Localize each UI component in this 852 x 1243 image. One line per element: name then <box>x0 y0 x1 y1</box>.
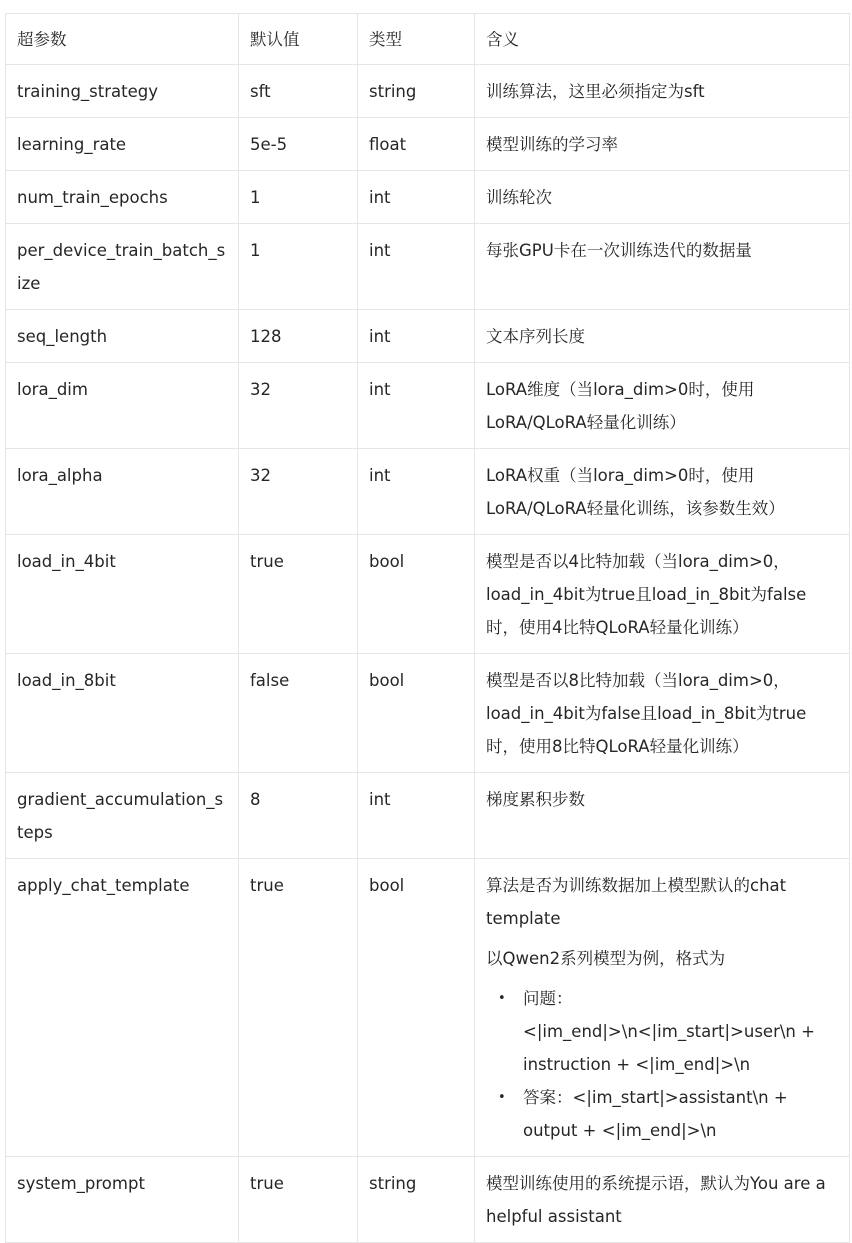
hyperparameter-table-container <box>5 13 850 1243</box>
header-param: 超参数 <box>6 14 239 65</box>
param-name-cell: training_strategy <box>6 65 239 118</box>
default-value-cell: false <box>239 654 358 773</box>
table-row <box>6 171 850 224</box>
description-cell <box>475 363 850 449</box>
table-row <box>6 363 850 449</box>
header-description: 含义 <box>475 14 850 65</box>
table-row <box>6 535 850 654</box>
description-text: 训练轮次 <box>486 188 552 207</box>
type-cell: int <box>358 310 475 363</box>
default-value-cell: 128 <box>239 310 358 363</box>
param-name-cell: gradient_accumulation_steps <box>6 773 239 859</box>
table-header-row <box>6 14 850 65</box>
description-text: 算法是否为训练数据加上模型默认的chat template <box>486 876 787 928</box>
hyperparameter-table <box>5 13 850 1243</box>
description-text: 训练算法，这里必须指定为sft <box>486 82 705 101</box>
format-bullet-list <box>486 982 838 1147</box>
type-cell: bool <box>358 535 475 654</box>
param-name-cell: load_in_8bit <box>6 654 239 773</box>
default-value-cell: 5e-5 <box>239 118 358 171</box>
table-row <box>6 773 850 859</box>
param-name-cell: system_prompt <box>6 1157 239 1243</box>
format-bullet-item: • 问题：<|im_end|>\n<|im_start|>user\n + instruction + <|im_end|>\n <box>523 982 838 1081</box>
default-value-cell: 8 <box>239 773 358 859</box>
param-name-cell: learning_rate <box>6 118 239 171</box>
default-value-cell: 1 <box>239 171 358 224</box>
table-row <box>6 224 850 310</box>
description-cell <box>475 773 850 859</box>
description-cell <box>475 171 850 224</box>
description-cell <box>475 654 850 773</box>
table-row <box>6 65 850 118</box>
description-cell <box>475 859 850 1157</box>
type-cell: int <box>358 224 475 310</box>
description-text: 模型训练的学习率 <box>486 135 618 154</box>
description-text: 梯度累积步数 <box>486 790 585 809</box>
default-value-cell: sft <box>239 65 358 118</box>
default-value-cell: 32 <box>239 363 358 449</box>
table-row <box>6 1157 850 1243</box>
param-name-cell: seq_length <box>6 310 239 363</box>
description-text: LoRA维度（当lora_dim>0时，使用LoRA/QLoRA轻量化训练） <box>486 380 755 432</box>
description-cell <box>475 118 850 171</box>
param-name-cell: per_device_train_batch_size <box>6 224 239 310</box>
description-text: LoRA权重（当lora_dim>0时，使用LoRA/QLoRA轻量化训练，该参数生效） <box>486 466 785 518</box>
param-name-cell: lora_dim <box>6 363 239 449</box>
description-text: 文本序列长度 <box>486 327 585 346</box>
type-cell: string <box>358 1157 475 1243</box>
description-text: 模型是否以8比特加载（当lora_dim>0，load_in_4bit为false且load_in_8bit为true时，使用8比特QLoRA轻量化训练） <box>486 671 807 756</box>
description-text: 以Qwen2系列模型为例，格式为 <box>486 949 726 968</box>
table-row <box>6 449 850 535</box>
description-text: 模型是否以4比特加载（当lora_dim>0，load_in_4bit为true且load_in_8bit为false时，使用4比特QLoRA轻量化训练） <box>486 552 807 637</box>
description-cell <box>475 310 850 363</box>
type-cell: int <box>358 773 475 859</box>
table-row <box>6 859 850 1157</box>
default-value-cell: true <box>239 859 358 1157</box>
description-cell <box>475 449 850 535</box>
param-name-cell: lora_alpha <box>6 449 239 535</box>
default-value-cell: true <box>239 1157 358 1243</box>
description-cell <box>475 224 850 310</box>
type-cell: float <box>358 118 475 171</box>
type-cell: int <box>358 171 475 224</box>
table-row <box>6 310 850 363</box>
default-value-cell: 32 <box>239 449 358 535</box>
header-type: 类型 <box>358 14 475 65</box>
table-row <box>6 654 850 773</box>
description-text: 模型训练使用的系统提示语，默认为You are a helpful assistant <box>486 1174 826 1226</box>
table-row <box>6 118 850 171</box>
type-cell: bool <box>358 859 475 1157</box>
param-name-cell: apply_chat_template <box>6 859 239 1157</box>
param-name-cell: num_train_epochs <box>6 171 239 224</box>
description-cell <box>475 65 850 118</box>
header-default: 默认值 <box>239 14 358 65</box>
type-cell: int <box>358 449 475 535</box>
type-cell: bool <box>358 654 475 773</box>
param-name-cell: load_in_4bit <box>6 535 239 654</box>
default-value-cell: true <box>239 535 358 654</box>
description-cell <box>475 535 850 654</box>
default-value-cell: 1 <box>239 224 358 310</box>
type-cell: string <box>358 65 475 118</box>
description-text: 每张GPU卡在一次训练迭代的数据量 <box>486 241 752 260</box>
format-bullet-item: • 答案：<|im_start|>assistant\n + output + <|im_end|>\n <box>523 1081 838 1147</box>
type-cell: int <box>358 363 475 449</box>
description-cell <box>475 1157 850 1243</box>
